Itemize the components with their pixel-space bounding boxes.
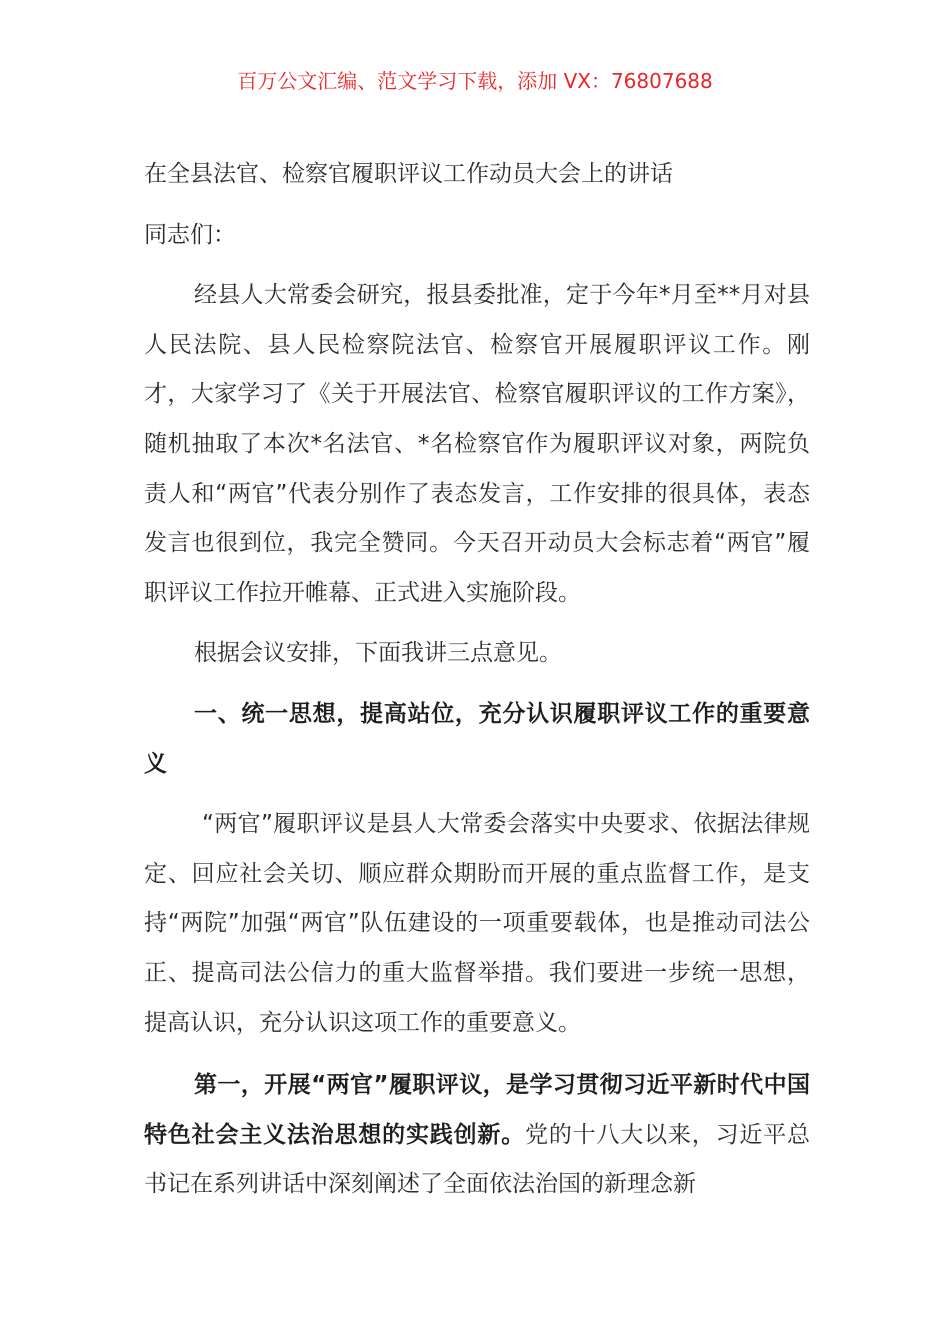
paragraph-first-point — [144, 1061, 810, 1210]
paragraph-significance: “两官”履职评议是县人大常委会落实中央要求、依据法律规定、回应社会关切、顺应群众期盼而开展的重点监督工作，是支持“两院”加强“两官”队伍建设的一项重要载体，也是推动司法公正、提高司法公信力的重大监督举措。我们要进一步统一思想，提高认识，充分认识这项工作的重要意义。 — [144, 811, 810, 1036]
section-heading-1: 一、统一思想，提高站位，充分认识履职评议工作的重要意义 — [144, 700, 810, 777]
paragraph-outline: 根据会议安排，下面我讲三点意见。 — [194, 640, 562, 667]
first-point-text: 党的十八大以来，习近平总书记在系列讲话中深刻阐述了全面依法治国的新理念新 — [144, 1121, 811, 1198]
salutation: 同志们： — [144, 221, 236, 248]
paragraph-intro: 经县人大常委会研究，报县委批准，定于今年*月至**月对县人民法院、县人民检察院法官、检察官开展履职评议工作。刚才，大家学习了《关于开展法官、检察官履职评议的工作方案》，随机抽取了本次*名法官、*名检察官作为履职评议对象，两院负责人和“两官”代表分别作了表态发言，工作安排的很具体，表态发言也很到位，我完全赞同。今天召开动员大会标志着“两官”履职评议工作拉开帷幕、正式进入实施阶段。 — [144, 282, 810, 606]
watermark-banner: 百万公文汇编、范文学习下载，添加 VX：76807688 — [237, 69, 713, 93]
document-title: 在全县法官、检察官履职评议工作动员大会上的讲话 — [144, 161, 673, 187]
first-point-lead: 第一，开展“两官”履职评议，是学习贯彻习近平新时代中国特色社会主义法治思想的实践创新。 — [144, 1072, 810, 1148]
document-body — [144, 150, 810, 1210]
